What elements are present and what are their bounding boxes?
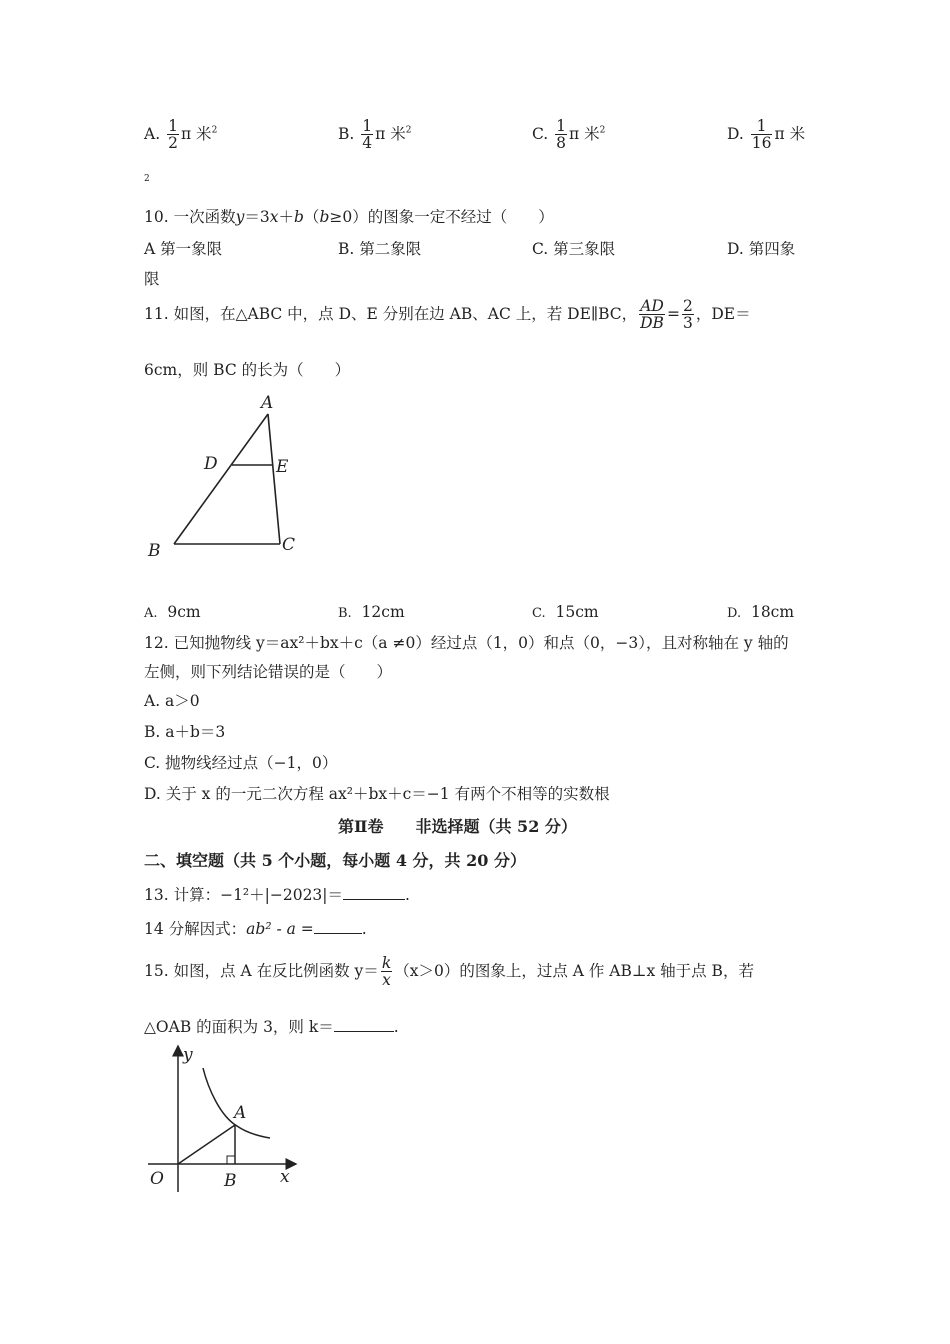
q11-label-e: E — [276, 457, 289, 477]
q12-option-d: D. 关于 x 的一元二次方程 ax²＋bx＋c＝−1 有两个不相等的实数根 — [144, 785, 610, 803]
q15-stem-line1: 15. 如图，点 A 在反比例函数 y＝ $\frac{k}{x}$ （x＞0）的图象上，过点 A 作 AB⊥x 轴于点 B，若 — [144, 954, 754, 990]
q12-stem-line2: 左侧，则下列结论错误的是（ ） — [144, 663, 393, 681]
q15-label-a: A — [234, 1103, 247, 1123]
q10-option-d-wrap: 限 — [144, 270, 160, 288]
q10-option-d: D. 第四象 — [727, 240, 796, 258]
q9-option-b: B. $\frac{1}{4}$ π 米$^2$ — [338, 117, 412, 153]
q14: 14 分解因式：ab² - a = . — [144, 920, 367, 938]
q13-answer-blank[interactable] — [343, 885, 405, 900]
q15-stem-line2: △OAB 的面积为 3，则 k＝ . — [144, 1018, 399, 1036]
q12-option-a: A. a＞0 — [144, 692, 200, 710]
q12-option-c: C. 抛物线经过点（−1，0） — [144, 754, 338, 772]
q12-stem-line1: 12. 已知抛物线 y＝ax²＋bx＋c（a ≠0）经过点（1，0）和点（0，−3），且对称轴在 y 轴的 — [144, 634, 789, 652]
q11-stem-line1: 11. 如图，在△ABC 中，点 D、E 分别在边 AB、AC 上，若 DE∥BC， $\frac{AD}{DB}$ = $\frac{2}{3}$ ，DE＝ — [144, 297, 751, 333]
q11-option-d: D. 18cm — [727, 603, 795, 621]
q15-label-b: B — [224, 1171, 237, 1191]
q9-option-c: C. $\frac{1}{8}$ π 米$^2$ — [532, 117, 606, 153]
q12-option-b: B. a＋b＝3 — [144, 723, 226, 741]
q11-option-c: C. 15cm — [532, 603, 599, 621]
q14-answer-blank[interactable] — [314, 919, 362, 934]
q15-label-y: y — [183, 1045, 193, 1065]
q9-option-a: A. $\frac{1}{2}$ π 米$^2$ — [144, 117, 218, 153]
q15-answer-blank[interactable] — [334, 1017, 394, 1032]
q11-label-b: B — [148, 541, 161, 561]
q15-label-o: O — [150, 1169, 164, 1189]
q15-label-x: x — [280, 1167, 290, 1187]
q10-option-b: B. 第二象限 — [338, 240, 422, 258]
q11-label-c: C — [282, 535, 296, 555]
q11-label-d: D — [204, 454, 218, 474]
q11-triangle-figure — [140, 388, 320, 568]
q9-option-d: D. $\frac{1}{16}$ π 米 — [727, 117, 806, 153]
section2-title: 第Ⅱ卷 非选择题（共 52 分） — [338, 817, 577, 836]
q11-option-a: A. 9cm — [144, 603, 201, 621]
q11-stem-line2: 6cm，则 BC 的长为（ ） — [144, 361, 351, 379]
q13: 13. 计算：−1²＋|−2023|＝ . — [144, 886, 410, 904]
q10-option-c: C. 第三象限 — [532, 240, 616, 258]
q11-label-a: A — [261, 393, 274, 413]
q10-option-a: A 第一象限 — [144, 240, 223, 258]
q15-hyperbola-figure — [140, 1040, 310, 1200]
q10-stem: 10. 一次函数y＝3x＋b（b≥0）的图象一定不经过（ ） — [144, 208, 554, 226]
section2-part-heading: 二、填空题（共 5 个小题，每小题 4 分，共 20 分） — [144, 851, 526, 870]
q9-option-d-sup-wrap: 2 — [144, 174, 150, 184]
q11-option-b: B. 12cm — [338, 603, 405, 621]
